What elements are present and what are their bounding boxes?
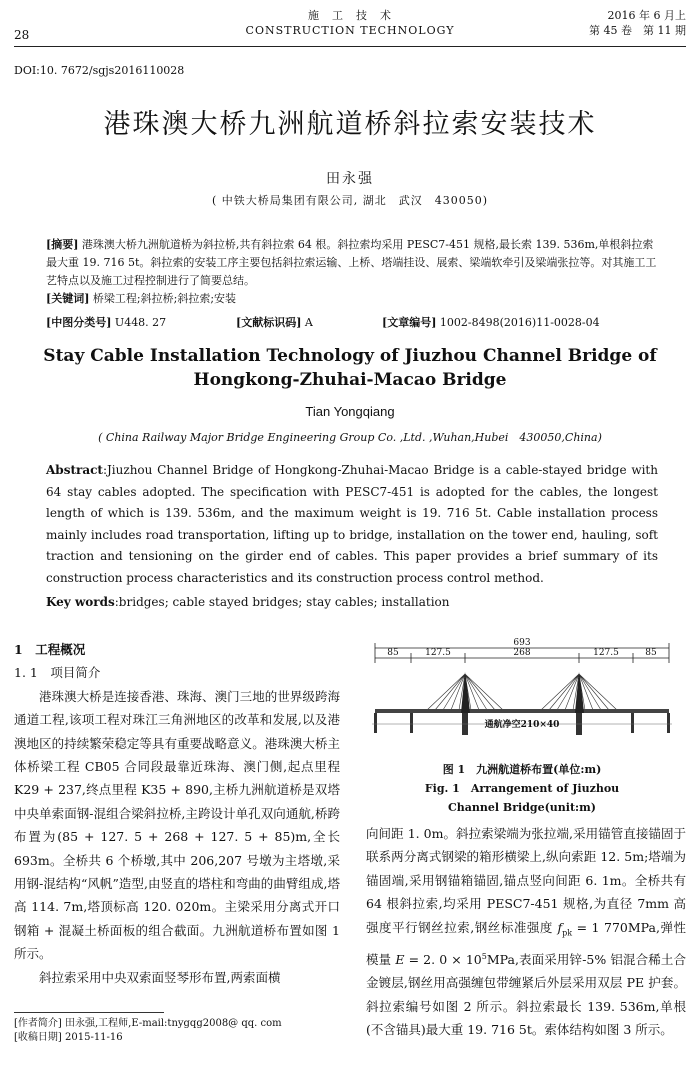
caption-cn: 图 1 九洲航道桥布置(单位:m) [442, 763, 602, 776]
footnote-rule [14, 1012, 164, 1013]
footnote-date-text: 2015-11-16 [61, 1032, 123, 1043]
body-paragraph: 斜拉索采用中央双索面竖琴形布置,两索面横 [39, 969, 281, 985]
keywords-en-label: Key words [46, 595, 115, 609]
bridge-deck [375, 709, 669, 713]
issue-date: 2016 年 6 月上 [607, 9, 686, 22]
bridge-layout-figure [372, 636, 672, 756]
author-en: Tian Yongqiang [305, 404, 395, 419]
footnote-date-label: [收稿日期] [14, 1032, 62, 1043]
affiliation-en: ( China Railway Major Bridge Engineering Group Co. ,Ltd. ,Wuhan,Hubei 430050,China) [98, 431, 602, 444]
caption-en-2: Channel Bridge(unit:m) [448, 801, 596, 814]
keywords-cn-label: [关键词] [46, 292, 90, 305]
span-label: 268 [513, 648, 531, 658]
body-paragraph: 向间距 1. 0m。斜拉索梁端为张拉端,采用锚管直接锚固于联系两分离式钢梁的箱形横梁上,纵向索距 12. 5m;塔端为锚固端,采用钢锚箱锚固,锚点竖向间距 6. 1m。全桥共有 64 根斜拉索,均采用 PESC7-451 规格,为直径 7mm 高强度平行钢丝拉索,钢丝标准强度 $f_{pk} = 1$ 770MPa,弹性模量 E = 2. $0 \times 10^5MPa$,表面采用锌-5% 铝混合稀土合金镀层,钢丝用高强缠包带缠紧后外层采用双层 PE 护套。斜拉索编号如图 2 所示。斜拉索最长 139. 536m,单根(不含锚具)最大重 19. 716 5t。索体结构如图 3 所示。 [366, 826, 686, 1037]
journal-name-en: CONSTRUCTION TECHNOLOGY [245, 24, 455, 37]
keywords-cn-text: 桥梁工程;斜拉桥;斜拉索;安装 [89, 292, 237, 305]
footnote-author-label: [作者简介] [14, 1018, 62, 1029]
affiliation-cn: ( 中铁大桥局集团有限公司, 湖北 武汉 430050) [211, 194, 489, 207]
keywords-en-text: :bridges; cable stayed bridges; stay cables; installation [114, 595, 450, 609]
navigation-clearance-label: 通航净空210×40 [484, 720, 560, 730]
abstract-cn [46, 236, 658, 308]
body-left-column [14, 638, 340, 989]
stay-cables [427, 674, 617, 710]
span-label: 85 [387, 648, 399, 658]
footnote [14, 1017, 282, 1045]
section-heading: 1 工程概况 [14, 642, 86, 657]
header-rule [14, 46, 686, 47]
doc-code: [文献标识码] A [236, 316, 313, 329]
journal-name-cn: 施 工 技 术 [308, 9, 392, 22]
subsection-heading: 1. 1 项目简介 [14, 665, 101, 681]
abstract-en-label: Abstract [46, 463, 103, 477]
article-number: [文章编号] 1002-8498(2016)11-0028-04 [382, 316, 600, 329]
volume-issue: 第 45 卷 第 11 期 [589, 24, 686, 37]
caption-en-1: Fig. 1 Arrangement of Jiuzhou [424, 782, 620, 795]
abstract-cn-label: [摘要] [46, 238, 79, 251]
abstract-cn-text: 港珠澳大桥九洲航道桥为斜拉桥,共有斜拉索 64 根。斜拉索均采用 PESC7-451 规格,最长索 139. 536m,单根斜拉索最大重 19. 716 5t。斜拉索的安装工序主要包括斜拉索运输、上桥、塔端挂设、展索、梁端软牵引及梁端张拉等。对其施工工艺特点以及施工过程控制进行了简要总结。 [46, 238, 657, 287]
span-label: 127.5 [593, 648, 619, 658]
body-paragraph: 港珠澳大桥是连接香港、珠海、澳门三地的世界级跨海通道工程,该项工程对珠江三角洲地区的改革和发展,以及港澳地区的持续繁荣稳定等具有重要战略意义。港珠澳大桥主体桥梁工程 CB05 合同段最靠近珠海、澳门侧,起点里程 K29 + 237,终点里程 K35 + 890,主桥九洲航道桥是双塔中央单索面钢-混组合梁斜拉桥,主跨设计单孔双向通航,桥跨布置为(85 + 127. 5 + 268 + 127. 5 + 85)m,全长 693m。全桥共 6 个桥墩,其中 206,207 号墩为主塔墩,采用钢-混结构“风帆”造型,由竖直的塔柱和弯曲的曲臂组成,塔高 114. 7m,塔顶标高 120. 020m。主梁采用分离式开口钢箱 + 混凝土桥面板的组合截面。九洲航道桥布置如图 1 所示。 [14, 688, 340, 962]
page-number: 28 [14, 28, 30, 42]
paper-title-en: Stay Cable Installation Technology of Jiuzhou Channel Bridge of Hongkong-Zhuhai-Macao Bridge [43, 346, 657, 390]
clc-code: [中图分类号] U448. 27 [46, 316, 167, 329]
abstract-en [46, 460, 658, 589]
footnote-author-text: 田永强,工程师,E-mail:tnygqg2008@ qq. com [61, 1018, 282, 1029]
span-label: 127.5 [425, 648, 451, 658]
abstract-en-text: :Jiuzhou Channel Bridge of Hongkong-Zhuhai-Macao Bridge is a cable-stayed bridge with 64 stay cables adopted. The specification with PESC7-451 is adopted for the cables, the longest length of which is 139. 536m, and the maximum weight is 19. 716 5t. Cable installation process mainly includes road transportation, lifting up to bridge, installation on the tower end, hauling, soft traction and tensioning on the girder end of cables. This paper provides a brief summary of its construction process characteristics and its construction process control method. [46, 463, 658, 585]
span-label: 85 [645, 648, 657, 658]
body-right-column [366, 822, 686, 1041]
doi[interactable]: DOI:10. 7672/sgjs2016110028 [14, 64, 185, 77]
keywords-en [46, 595, 658, 609]
paper-title-cn: 港珠澳大桥九洲航道桥斜拉索安装技术 [103, 109, 597, 140]
author-cn: 田永强 [326, 171, 374, 187]
issue-info [589, 8, 686, 38]
total-length-label: 693 [513, 638, 531, 648]
figure-caption [372, 760, 672, 817]
